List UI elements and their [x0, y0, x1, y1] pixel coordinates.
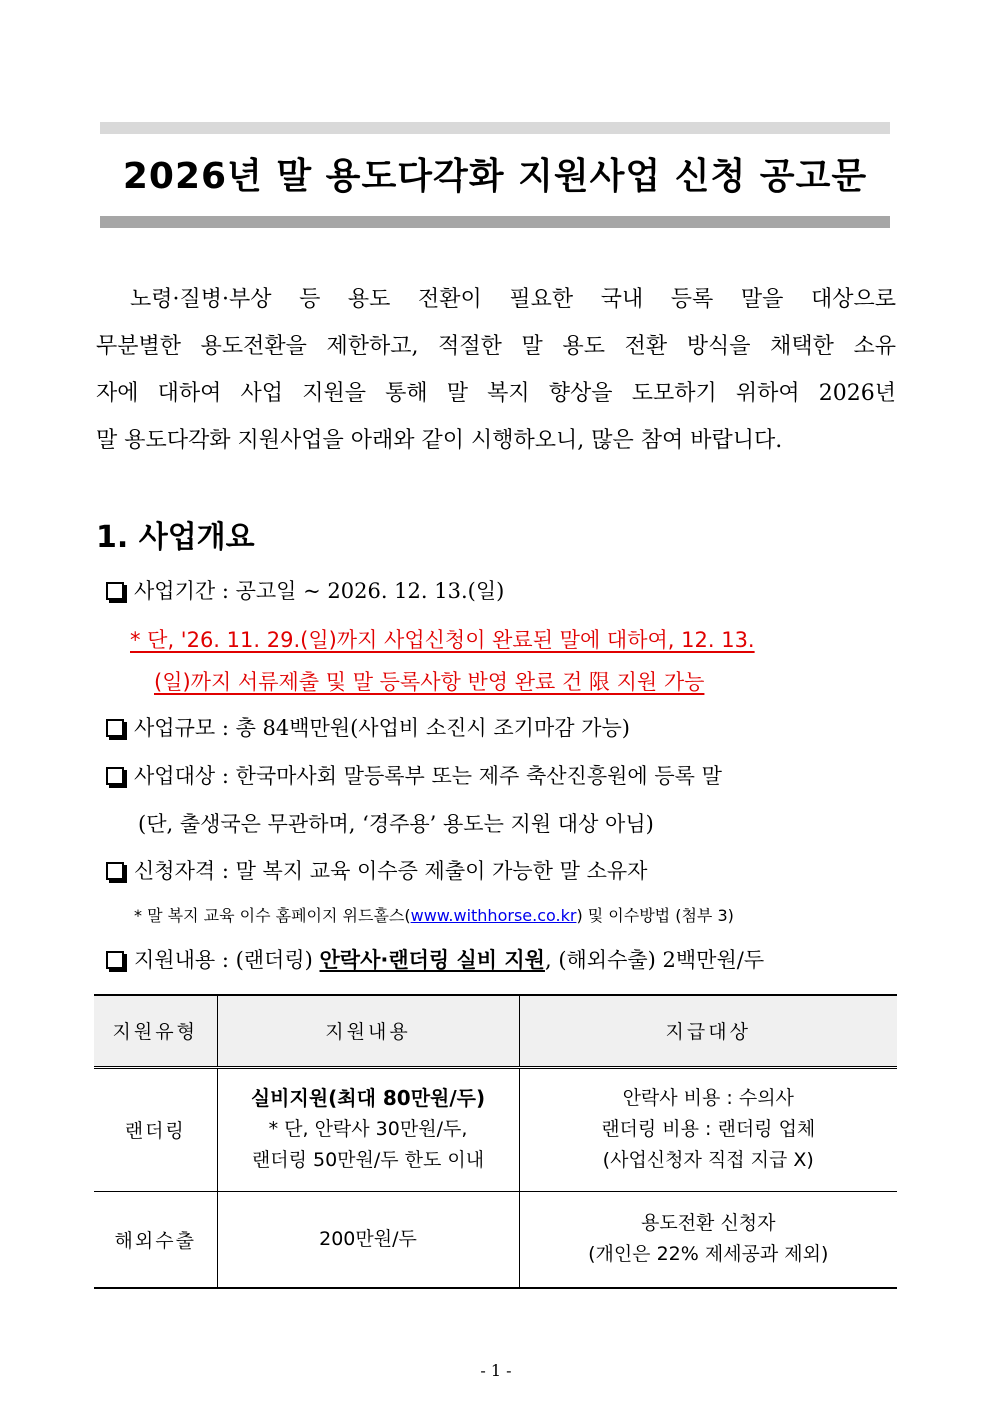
document-title: 2026년 말 용도다각화 지원사업 신청 공고문	[122, 156, 868, 197]
support-table	[94, 994, 897, 1289]
education-note	[134, 903, 734, 926]
recipient-line: (개인은 22% 제세공과 제외)	[588, 1243, 829, 1266]
title-bar-top	[100, 122, 890, 134]
row-content	[217, 1191, 519, 1288]
item-scale	[106, 712, 630, 742]
item-qualification	[106, 855, 647, 885]
recipient-line: 랜더링 비용 : 랜더링 업체	[601, 1118, 816, 1140]
recipient-line: 용도전환 신청자	[640, 1212, 776, 1235]
row-recipient	[519, 1191, 897, 1288]
table-row	[94, 1067, 897, 1191]
item-target-note: (단, 출생국은 무관하며, ‘경주용’ 용도는 지원 대상 아님)	[138, 812, 654, 836]
note-prefix: * 말 복지 교육 이수 홈페이지 위드홀스(	[134, 906, 411, 925]
support-suffix: , (해외수출) 2백만원/두	[544, 948, 765, 972]
page-number: - 1 -	[480, 1361, 512, 1380]
period-note-text: * 단, '26. 11. 29.(일)까지 사업신청이 완료된 말에 대하여, 12. 13.	[130, 628, 755, 652]
checkbox-icon	[106, 951, 124, 969]
title-bar-bottom	[100, 216, 890, 228]
table-header-row	[94, 995, 897, 1067]
item-period	[106, 575, 504, 605]
checkbox-icon	[106, 862, 124, 880]
checkbox-icon	[106, 767, 124, 785]
row-type: 해외수출	[94, 1191, 217, 1288]
row-recipient	[519, 1067, 897, 1191]
support-prefix: 지원내용 : (랜더링)	[134, 948, 320, 972]
content-line: 실비지원(최대 80만원/두)	[250, 1086, 486, 1110]
row-type: 랜더링	[94, 1067, 217, 1191]
recipient-line: (사업신청자 직접 지급 X)	[602, 1149, 814, 1171]
item-support	[106, 944, 764, 974]
table-row	[94, 1191, 897, 1288]
content-line: 200만원/두	[319, 1227, 417, 1250]
item-target	[106, 760, 722, 790]
note-suffix: ) 및 이수방법 (첨부 3)	[576, 906, 734, 925]
section-title: 1. 사업개요	[96, 520, 255, 555]
checkbox-icon	[106, 582, 124, 600]
period-note-text: (일)까지 서류제출 및 말 등록사항 반영 완료 건 限 지원 가능	[154, 670, 705, 694]
content-line: 랜더링 50만원/두 한도 이내	[251, 1149, 485, 1171]
intro-line: 무분별한 용도전환을 제한하고, 적절한 말 용도 전환 방식을 채택한 소유	[96, 334, 896, 359]
intro-line: 자에 대하여 사업 지원을 통해 말 복지 향상을 도모하기 위하여 2026년	[96, 381, 896, 406]
intro-line: 노령·질병·부상 등 용도 전환이 필요한 국내 등록 말을 대상으로	[130, 287, 896, 312]
withhorse-link[interactable]: www.withhorse.co.kr	[410, 906, 577, 925]
checkbox-icon	[106, 719, 124, 737]
header-type: 지원유형	[94, 995, 217, 1067]
content-line: * 단, 안락사 30만원/두,	[268, 1118, 468, 1140]
recipient-line: 안락사 비용 : 수의사	[622, 1087, 794, 1109]
row-content	[217, 1067, 519, 1191]
header-content: 지원내용	[217, 995, 519, 1067]
intro-line: 말 용도다각화 지원사업을 아래와 같이 시행하오니, 많은 참여 바랍니다.	[96, 428, 783, 453]
item-scale-text: 사업규모 : 총 84백만원(사업비 소진시 조기마감 가능)	[134, 716, 630, 740]
item-qualification-text: 신청자격 : 말 복지 교육 이수증 제출이 가능한 말 소유자	[134, 859, 648, 883]
item-period-text: 사업기간 : 공고일 ~ 2026. 12. 13.(일)	[134, 579, 505, 603]
support-bold: 안락사·랜더링 실비 지원	[319, 948, 545, 972]
intro-paragraph	[96, 276, 896, 464]
item-target-text: 사업대상 : 한국마사회 말등록부 또는 제주 축산진흥원에 등록 말	[134, 764, 722, 788]
period-note-line2	[154, 666, 704, 696]
period-note-line1	[130, 624, 755, 654]
header-recipient: 지급대상	[519, 995, 897, 1067]
